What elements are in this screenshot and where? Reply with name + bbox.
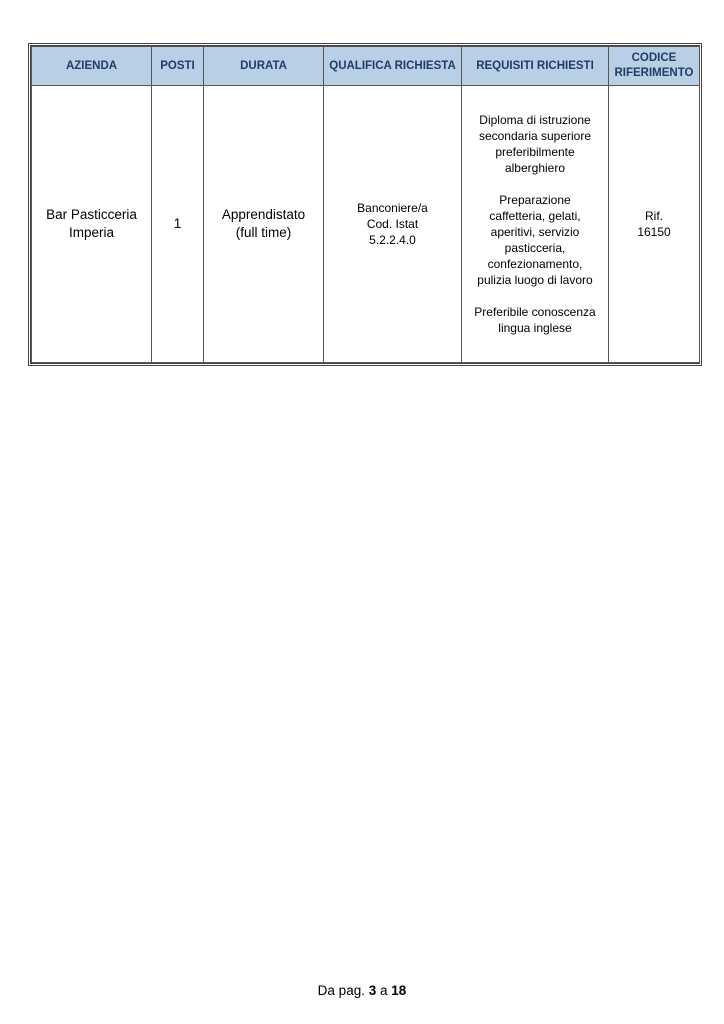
requisiti-paragraph-2 [466, 192, 604, 288]
header-posti: POSTI [152, 47, 204, 86]
requisiti-text: confezionamento, [487, 257, 583, 271]
job-offer-table [31, 46, 700, 363]
header-requisiti: REQUISITI RICHIESTI [462, 47, 609, 86]
cell-qualifica [324, 86, 462, 363]
requisiti-paragraph-1 [466, 112, 604, 176]
azienda-line2: Imperia [68, 225, 114, 240]
requisiti-text: aperitivi, servizio [490, 225, 580, 239]
footer-total-pages: 18 [391, 983, 407, 998]
cell-posti: 1 [152, 86, 204, 363]
cell-requisiti [462, 86, 609, 363]
durata-line2: (full time) [235, 225, 292, 240]
durata-line1: Apprendistato [221, 207, 306, 222]
requisiti-paragraph-3 [466, 304, 604, 336]
azienda-line1: Bar Pasticceria [46, 207, 137, 222]
header-codice-line1: CODICE [631, 52, 677, 64]
header-qualifica: QUALIFICA RICHIESTA [324, 47, 462, 86]
requisiti-text: preferibilmente [495, 145, 575, 159]
table-header-row [32, 47, 700, 86]
requisiti-text: pasticceria, [504, 241, 566, 255]
header-codice-line2: RIFERIMENTO [614, 67, 694, 79]
cell-codice [609, 86, 700, 363]
requisiti-text: caffetteria, gelati, [489, 209, 581, 223]
requisiti-text: secondaria superiore [478, 129, 592, 143]
requisiti-text: Preparazione [499, 193, 571, 207]
cell-durata [204, 86, 324, 363]
requisiti-text: Diploma di istruzione [479, 113, 591, 127]
codice-line2: 16150 [637, 225, 671, 239]
table-row [32, 86, 700, 363]
requisiti-text: Preferibile conoscenza [474, 305, 596, 319]
page-footer [0, 983, 724, 998]
requisiti-text: lingua inglese [498, 321, 572, 335]
footer-middle: a [380, 983, 388, 998]
job-offer-table-frame [28, 43, 702, 366]
qualifica-line3: 5.2.2.4.0 [369, 233, 416, 247]
qualifica-line1: Banconiere/a [357, 201, 428, 215]
footer-current-page: 3 [368, 983, 377, 998]
qualifica-line2: Cod. Istat [366, 217, 419, 231]
footer-prefix: Da pag. [317, 983, 365, 998]
requisiti-text: pulizia luogo di lavoro [477, 273, 593, 287]
codice-line1: Rif. [645, 209, 663, 223]
header-azienda: AZIENDA [32, 47, 152, 86]
header-durata: DURATA [204, 47, 324, 86]
cell-azienda [32, 86, 152, 363]
requisiti-text: alberghiero [504, 161, 566, 175]
header-codice [609, 47, 700, 86]
